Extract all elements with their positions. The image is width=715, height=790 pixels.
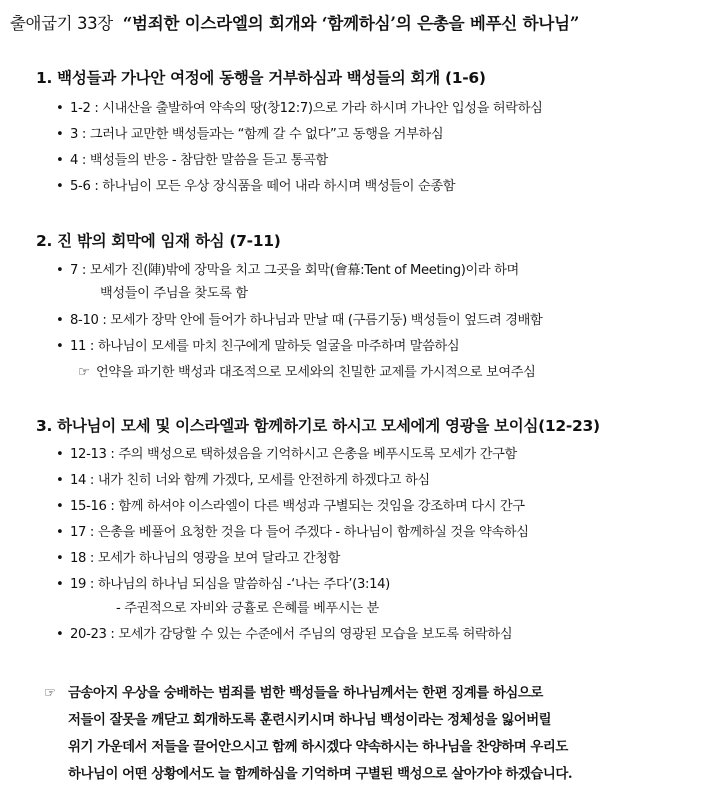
list-item: • 17 : 은총을 베풀어 요청한 것을 다 들어 주겠다 - 하나님이 함께하실 것을 약속하심 [56,525,529,540]
list-item-continuation: 백성들이 주님을 찾도록 함 [100,286,248,301]
note-line: ☞ 언약을 파기한 백성과 대조적으로 모세와의 친밀한 교제를 가시적으로 보여주심 [78,365,536,380]
list-item: • 15-16 : 함께 하셔야 이스라엘이 다른 백성과 구별되는 것임을 강조하며 다시 간구 [56,499,525,514]
section-2-heading: 2. 진 밖의 회막에 임재 하심 (7-11) [36,232,281,250]
bullet-icon: • [56,525,64,540]
bullet-icon: • [56,577,64,592]
bullet-icon: • [56,179,64,194]
title-main: “범죄한 이스라엘의 회개와 ‘함께하심’의 은총을 베푸신 하나님” [122,14,580,33]
chapter-label: 출애굽기 33장 [10,14,113,33]
summary-line: 저들이 잘못을 깨닫고 회개하도록 훈련시키시며 하나님 백성이라는 정체성을 잃어버릴 [68,712,552,728]
bullet-icon: • [56,127,64,142]
summary-line: 하나님이 어떤 상황에서도 늘 함께하심을 기억하며 구별된 백성으로 살아가야 하겠습니다. [68,766,573,782]
list-item: • 8-10 : 모세가 장막 안에 들어가 하나님과 만날 때 (구름기둥) 백성들이 엎드려 경배함 [56,313,543,328]
list-item: • 11 : 하나님이 모세를 마치 친구에게 말하듯 얼굴을 마주하며 말씀하심 [56,339,460,354]
summary-paragraph [44,680,709,788]
summary-line: ☞ 금송아지 우상을 숭배하는 범죄를 범한 백성들을 하나님께서는 한편 징계를 하심으로 [44,680,709,707]
list-item: • 1-2 : 시내산을 출발하여 약속의 땅(창12:7)으로 가라 하시며 가나안 입성을 허락하심 [56,101,543,116]
list-item: • 5-6 : 하나님이 모든 우상 장식품을 떼어 내라 하시며 백성들이 순종함 [56,179,456,194]
bullet-icon: • [56,499,64,514]
list-item: • 7 : 모세가 진(陣)밖에 장막을 치고 그곳을 회막(會幕:Tent of Meeting)이라 하며 [56,263,519,278]
bullet-icon: • [56,447,64,462]
bullet-icon: • [56,153,64,168]
list-item: • 12-13 : 주의 백성으로 택하셨음을 기억하시고 은총을 베푸시도록 모세가 간구함 [56,447,517,462]
list-item: • 4 : 백성들의 반응 - 참담한 말씀을 듣고 통곡함 [56,153,328,168]
bullet-icon: • [56,473,64,488]
bullet-icon: • [56,263,64,278]
bullet-icon: • [56,101,64,116]
list-item: • 20-23 : 모세가 감당할 수 있는 수준에서 주님의 영광된 모습을 보도록 허락하심 [56,627,513,642]
bullet-icon: • [56,551,64,566]
bullet-icon: • [56,627,64,642]
bullet-icon: • [56,313,64,328]
list-item: • 14 : 내가 친히 너와 함께 가겠다, 모세를 안전하게 하겠다고 하심 [56,473,430,488]
list-item-continuation: - 주권적으로 자비와 긍휼로 은혜를 베푸시는 분 [116,601,379,616]
section-1-heading: 1. 백성들과 가나안 여정에 동행을 거부하심과 백성들의 회개 (1-6) [36,69,486,87]
pointing-hand-icon: ☞ [78,365,90,380]
document-title [10,10,710,34]
bullet-icon: • [56,339,64,354]
list-item: • 19 : 하나님의 하나님 되심을 말씀하심 -‘나는 주다’(3:14) [56,577,390,592]
pointing-hand-icon: ☞ [44,686,56,701]
list-item: • 3 : 그러나 교만한 백성들과는 “함께 갈 수 없다”고 동행을 거부하심 [56,127,444,142]
summary-line: 위기 가운데서 저들을 끌어안으시고 함께 하시겠다 약속하시는 하나님을 찬양하며 우리도 [68,739,568,755]
list-item: • 18 : 모세가 하나님의 영광을 보여 달라고 간청함 [56,551,341,566]
section-3-heading: 3. 하나님이 모세 및 이스라엘과 함께하기로 하시고 모세에게 영광을 보이심(12-23) [36,417,600,435]
